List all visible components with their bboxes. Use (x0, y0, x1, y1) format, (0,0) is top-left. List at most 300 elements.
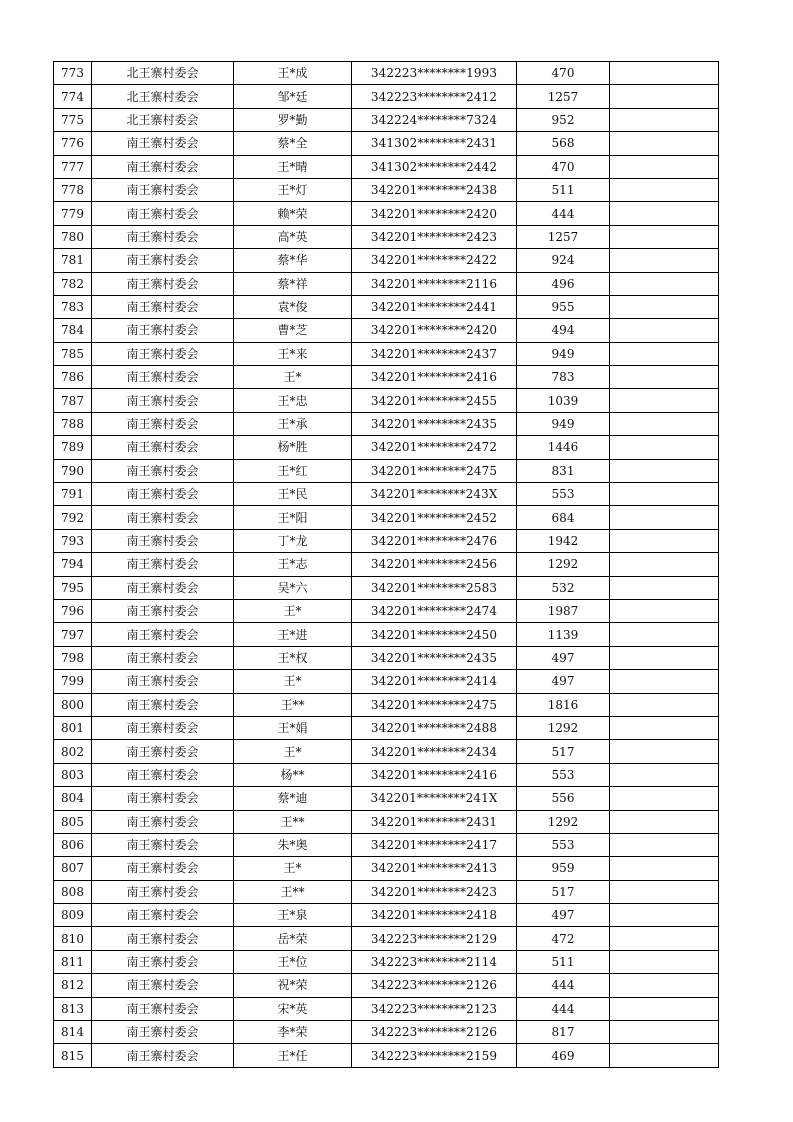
table-row (54, 319, 719, 342)
note-cell (610, 459, 719, 482)
village-committee-cell: 南王寨村委会 (92, 646, 234, 669)
village-committee-cell: 南王寨村委会 (92, 225, 234, 248)
table-row (54, 623, 719, 646)
table-row (54, 740, 719, 763)
amount-cell: 1039 (517, 389, 610, 412)
amount-cell: 472 (517, 927, 610, 950)
person-name-cell: 李*荣 (234, 1021, 352, 1044)
amount-cell: 553 (517, 483, 610, 506)
row-number-cell: 796 (54, 599, 92, 622)
note-cell (610, 272, 719, 295)
row-number-cell: 783 (54, 295, 92, 318)
person-name-cell: 王** (234, 880, 352, 903)
note-cell (610, 950, 719, 973)
table-row (54, 459, 719, 482)
person-name-cell: 王* (234, 857, 352, 880)
id-number-cell: 342201********2437 (352, 342, 517, 365)
table-row (54, 295, 719, 318)
table-row (54, 1044, 719, 1067)
amount-cell: 444 (517, 997, 610, 1020)
person-name-cell: 王*阳 (234, 506, 352, 529)
person-name-cell: 王*忠 (234, 389, 352, 412)
table-row (54, 225, 719, 248)
village-committee-cell: 南王寨村委会 (92, 1044, 234, 1067)
note-cell (610, 85, 719, 108)
table-row (54, 787, 719, 810)
person-name-cell: 王*泉 (234, 904, 352, 927)
table-row (54, 553, 719, 576)
amount-cell: 952 (517, 108, 610, 131)
note-cell (610, 202, 719, 225)
note-cell (610, 740, 719, 763)
note-cell (610, 1021, 719, 1044)
row-number-cell: 792 (54, 506, 92, 529)
id-number-cell: 342201********2417 (352, 833, 517, 856)
person-name-cell: 王*灯 (234, 178, 352, 201)
id-number-cell: 342201********2416 (352, 366, 517, 389)
village-committee-cell: 南王寨村委会 (92, 716, 234, 739)
id-number-cell: 342201********243X (352, 483, 517, 506)
village-committee-cell: 南王寨村委会 (92, 857, 234, 880)
row-number-cell: 775 (54, 108, 92, 131)
id-number-cell: 342201********2452 (352, 506, 517, 529)
village-committee-cell: 南王寨村委会 (92, 693, 234, 716)
village-committee-cell: 南王寨村委会 (92, 155, 234, 178)
person-name-cell: 祝*荣 (234, 974, 352, 997)
row-number-cell: 797 (54, 623, 92, 646)
person-name-cell: 宋*英 (234, 997, 352, 1020)
table-row (54, 62, 719, 85)
id-number-cell: 342201********2418 (352, 904, 517, 927)
id-number-cell: 342201********2450 (352, 623, 517, 646)
person-name-cell: 王* (234, 599, 352, 622)
note-cell (610, 904, 719, 927)
row-number-cell: 807 (54, 857, 92, 880)
note-cell (610, 763, 719, 786)
id-number-cell: 342223********2126 (352, 974, 517, 997)
amount-cell: 553 (517, 833, 610, 856)
person-name-cell: 王** (234, 693, 352, 716)
row-number-cell: 782 (54, 272, 92, 295)
row-number-cell: 781 (54, 249, 92, 272)
note-cell (610, 132, 719, 155)
note-cell (610, 787, 719, 810)
village-committee-cell: 北王寨村委会 (92, 85, 234, 108)
person-name-cell: 蔡*迪 (234, 787, 352, 810)
id-number-cell: 342201********2435 (352, 412, 517, 435)
village-committee-cell: 南王寨村委会 (92, 249, 234, 272)
village-committee-cell: 南王寨村委会 (92, 132, 234, 155)
id-number-cell: 342201********2455 (352, 389, 517, 412)
note-cell (610, 436, 719, 459)
id-number-cell: 342201********2422 (352, 249, 517, 272)
id-number-cell: 342201********2431 (352, 810, 517, 833)
person-name-cell: 王* (234, 366, 352, 389)
id-number-cell: 342201********2435 (352, 646, 517, 669)
table-row (54, 693, 719, 716)
note-cell (610, 693, 719, 716)
id-number-cell: 342201********2475 (352, 693, 517, 716)
id-number-cell: 342223********2123 (352, 997, 517, 1020)
village-committee-cell: 南王寨村委会 (92, 272, 234, 295)
id-number-cell: 342201********2423 (352, 880, 517, 903)
village-committee-cell: 南王寨村委会 (92, 436, 234, 459)
row-number-cell: 814 (54, 1021, 92, 1044)
row-number-cell: 810 (54, 927, 92, 950)
amount-cell: 532 (517, 576, 610, 599)
id-number-cell: 342201********2476 (352, 529, 517, 552)
table-row (54, 436, 719, 459)
table-row (54, 389, 719, 412)
note-cell (610, 62, 719, 85)
id-number-cell: 342223********2159 (352, 1044, 517, 1067)
row-number-cell: 813 (54, 997, 92, 1020)
village-committee-cell: 南王寨村委会 (92, 459, 234, 482)
table-row (54, 997, 719, 1020)
note-cell (610, 155, 719, 178)
row-number-cell: 773 (54, 62, 92, 85)
amount-cell: 497 (517, 904, 610, 927)
table-row (54, 529, 719, 552)
id-number-cell: 342201********2475 (352, 459, 517, 482)
row-number-cell: 812 (54, 974, 92, 997)
amount-cell: 1987 (517, 599, 610, 622)
person-name-cell: 王*晴 (234, 155, 352, 178)
table-row (54, 483, 719, 506)
village-committee-cell: 南王寨村委会 (92, 787, 234, 810)
row-number-cell: 788 (54, 412, 92, 435)
row-number-cell: 795 (54, 576, 92, 599)
records-table (53, 61, 719, 1068)
village-committee-cell: 南王寨村委会 (92, 670, 234, 693)
id-number-cell: 342223********2412 (352, 85, 517, 108)
village-committee-cell: 南王寨村委会 (92, 342, 234, 365)
row-number-cell: 811 (54, 950, 92, 973)
amount-cell: 444 (517, 202, 610, 225)
person-name-cell: 蔡*华 (234, 249, 352, 272)
amount-cell: 470 (517, 62, 610, 85)
table-row (54, 272, 719, 295)
person-name-cell: 王*任 (234, 1044, 352, 1067)
amount-cell: 494 (517, 319, 610, 342)
table-row (54, 716, 719, 739)
village-committee-cell: 南王寨村委会 (92, 295, 234, 318)
note-cell (610, 506, 719, 529)
amount-cell: 959 (517, 857, 610, 880)
village-committee-cell: 南王寨村委会 (92, 927, 234, 950)
note-cell (610, 529, 719, 552)
table-row (54, 670, 719, 693)
village-committee-cell: 南王寨村委会 (92, 178, 234, 201)
id-number-cell: 342223********1993 (352, 62, 517, 85)
person-name-cell: 蔡*全 (234, 132, 352, 155)
table-row (54, 155, 719, 178)
village-committee-cell: 南王寨村委会 (92, 319, 234, 342)
note-cell (610, 178, 719, 201)
id-number-cell: 342223********2129 (352, 927, 517, 950)
row-number-cell: 801 (54, 716, 92, 739)
note-cell (610, 249, 719, 272)
person-name-cell: 曹*芝 (234, 319, 352, 342)
note-cell (610, 716, 719, 739)
note-cell (610, 927, 719, 950)
table-row (54, 646, 719, 669)
row-number-cell: 809 (54, 904, 92, 927)
id-number-cell: 342201********2438 (352, 178, 517, 201)
note-cell (610, 366, 719, 389)
note-cell (610, 623, 719, 646)
person-name-cell: 高*英 (234, 225, 352, 248)
note-cell (610, 225, 719, 248)
note-cell (610, 389, 719, 412)
table-row (54, 904, 719, 927)
table-row (54, 132, 719, 155)
id-number-cell: 341302********2431 (352, 132, 517, 155)
person-name-cell: 王*进 (234, 623, 352, 646)
row-number-cell: 776 (54, 132, 92, 155)
id-number-cell: 342201********2434 (352, 740, 517, 763)
person-name-cell: 吴*六 (234, 576, 352, 599)
table-row (54, 833, 719, 856)
note-cell (610, 553, 719, 576)
table-row (54, 763, 719, 786)
amount-cell: 444 (517, 974, 610, 997)
village-committee-cell: 南王寨村委会 (92, 483, 234, 506)
id-number-cell: 342201********2413 (352, 857, 517, 880)
row-number-cell: 806 (54, 833, 92, 856)
table-row (54, 1021, 719, 1044)
table-row (54, 342, 719, 365)
row-number-cell: 800 (54, 693, 92, 716)
id-number-cell: 342201********2583 (352, 576, 517, 599)
village-committee-cell: 南王寨村委会 (92, 810, 234, 833)
village-committee-cell: 南王寨村委会 (92, 997, 234, 1020)
note-cell (610, 483, 719, 506)
village-committee-cell: 南王寨村委会 (92, 506, 234, 529)
village-committee-cell: 南王寨村委会 (92, 833, 234, 856)
row-number-cell: 815 (54, 1044, 92, 1067)
amount-cell: 1292 (517, 810, 610, 833)
note-cell (610, 1044, 719, 1067)
village-committee-cell: 南王寨村委会 (92, 412, 234, 435)
table-row (54, 366, 719, 389)
amount-cell: 684 (517, 506, 610, 529)
note-cell (610, 857, 719, 880)
amount-cell: 497 (517, 646, 610, 669)
row-number-cell: 805 (54, 810, 92, 833)
person-name-cell: 王*志 (234, 553, 352, 576)
id-number-cell: 342201********2116 (352, 272, 517, 295)
table-row (54, 249, 719, 272)
person-name-cell: 王*权 (234, 646, 352, 669)
amount-cell: 511 (517, 178, 610, 201)
person-name-cell: 岳*荣 (234, 927, 352, 950)
village-committee-cell: 南王寨村委会 (92, 950, 234, 973)
note-cell (610, 576, 719, 599)
person-name-cell: 杨** (234, 763, 352, 786)
id-number-cell: 342201********2414 (352, 670, 517, 693)
row-number-cell: 789 (54, 436, 92, 459)
table-row (54, 506, 719, 529)
table-row (54, 202, 719, 225)
note-cell (610, 295, 719, 318)
amount-cell: 783 (517, 366, 610, 389)
row-number-cell: 787 (54, 389, 92, 412)
person-name-cell: 丁*龙 (234, 529, 352, 552)
person-name-cell: 王*成 (234, 62, 352, 85)
amount-cell: 511 (517, 950, 610, 973)
id-number-cell: 342223********2126 (352, 1021, 517, 1044)
note-cell (610, 319, 719, 342)
id-number-cell: 342224********7324 (352, 108, 517, 131)
village-committee-cell: 南王寨村委会 (92, 576, 234, 599)
row-number-cell: 778 (54, 178, 92, 201)
amount-cell: 517 (517, 880, 610, 903)
person-name-cell: 王*娟 (234, 716, 352, 739)
note-cell (610, 342, 719, 365)
row-number-cell: 779 (54, 202, 92, 225)
id-number-cell: 342201********2472 (352, 436, 517, 459)
amount-cell: 517 (517, 740, 610, 763)
person-name-cell: 杨*胜 (234, 436, 352, 459)
table-row (54, 974, 719, 997)
amount-cell: 949 (517, 412, 610, 435)
note-cell (610, 810, 719, 833)
table-row (54, 599, 719, 622)
id-number-cell: 342201********2488 (352, 716, 517, 739)
note-cell (610, 599, 719, 622)
village-committee-cell: 南王寨村委会 (92, 974, 234, 997)
amount-cell: 949 (517, 342, 610, 365)
row-number-cell: 803 (54, 763, 92, 786)
row-number-cell: 793 (54, 529, 92, 552)
row-number-cell: 794 (54, 553, 92, 576)
village-committee-cell: 南王寨村委会 (92, 1021, 234, 1044)
village-committee-cell: 南王寨村委会 (92, 366, 234, 389)
village-committee-cell: 南王寨村委会 (92, 623, 234, 646)
amount-cell: 1942 (517, 529, 610, 552)
note-cell (610, 646, 719, 669)
person-name-cell: 邹*廷 (234, 85, 352, 108)
id-number-cell: 342201********2456 (352, 553, 517, 576)
person-name-cell: 朱*奥 (234, 833, 352, 856)
person-name-cell: 赖*荣 (234, 202, 352, 225)
note-cell (610, 412, 719, 435)
row-number-cell: 774 (54, 85, 92, 108)
amount-cell: 497 (517, 670, 610, 693)
note-cell (610, 670, 719, 693)
id-number-cell: 341302********2442 (352, 155, 517, 178)
table-row (54, 810, 719, 833)
village-committee-cell: 南王寨村委会 (92, 202, 234, 225)
village-committee-cell: 南王寨村委会 (92, 389, 234, 412)
note-cell (610, 997, 719, 1020)
row-number-cell: 784 (54, 319, 92, 342)
table-row (54, 950, 719, 973)
amount-cell: 1816 (517, 693, 610, 716)
person-name-cell: 王** (234, 810, 352, 833)
note-cell (610, 833, 719, 856)
id-number-cell: 342201********2474 (352, 599, 517, 622)
amount-cell: 553 (517, 763, 610, 786)
village-committee-cell: 南王寨村委会 (92, 880, 234, 903)
person-name-cell: 王*位 (234, 950, 352, 973)
amount-cell: 1292 (517, 553, 610, 576)
village-committee-cell: 北王寨村委会 (92, 108, 234, 131)
row-number-cell: 808 (54, 880, 92, 903)
amount-cell: 568 (517, 132, 610, 155)
id-number-cell: 342201********2441 (352, 295, 517, 318)
village-committee-cell: 北王寨村委会 (92, 62, 234, 85)
amount-cell: 470 (517, 155, 610, 178)
table-row (54, 85, 719, 108)
row-number-cell: 802 (54, 740, 92, 763)
row-number-cell: 804 (54, 787, 92, 810)
id-number-cell: 342201********2420 (352, 319, 517, 342)
amount-cell: 556 (517, 787, 610, 810)
row-number-cell: 777 (54, 155, 92, 178)
row-number-cell: 799 (54, 670, 92, 693)
amount-cell: 955 (517, 295, 610, 318)
row-number-cell: 791 (54, 483, 92, 506)
note-cell (610, 880, 719, 903)
row-number-cell: 785 (54, 342, 92, 365)
table-row (54, 857, 719, 880)
table-row (54, 880, 719, 903)
row-number-cell: 786 (54, 366, 92, 389)
amount-cell: 1257 (517, 225, 610, 248)
id-number-cell: 342201********2420 (352, 202, 517, 225)
table-row (54, 412, 719, 435)
village-committee-cell: 南王寨村委会 (92, 904, 234, 927)
amount-cell: 1446 (517, 436, 610, 459)
person-name-cell: 罗*勤 (234, 108, 352, 131)
person-name-cell: 袁*俊 (234, 295, 352, 318)
person-name-cell: 王*承 (234, 412, 352, 435)
id-number-cell: 342201********241X (352, 787, 517, 810)
id-number-cell: 342201********2423 (352, 225, 517, 248)
table-row (54, 927, 719, 950)
amount-cell: 831 (517, 459, 610, 482)
amount-cell: 1292 (517, 716, 610, 739)
village-committee-cell: 南王寨村委会 (92, 529, 234, 552)
amount-cell: 1257 (517, 85, 610, 108)
table-row (54, 178, 719, 201)
row-number-cell: 780 (54, 225, 92, 248)
village-committee-cell: 南王寨村委会 (92, 599, 234, 622)
note-cell (610, 974, 719, 997)
person-name-cell: 王* (234, 740, 352, 763)
amount-cell: 469 (517, 1044, 610, 1067)
person-name-cell: 王*红 (234, 459, 352, 482)
table-row (54, 576, 719, 599)
amount-cell: 924 (517, 249, 610, 272)
person-name-cell: 王* (234, 670, 352, 693)
note-cell (610, 108, 719, 131)
amount-cell: 1139 (517, 623, 610, 646)
person-name-cell: 蔡*祥 (234, 272, 352, 295)
records-table-body (54, 62, 719, 1068)
row-number-cell: 790 (54, 459, 92, 482)
person-name-cell: 王*来 (234, 342, 352, 365)
person-name-cell: 王*民 (234, 483, 352, 506)
village-committee-cell: 南王寨村委会 (92, 740, 234, 763)
village-committee-cell: 南王寨村委会 (92, 553, 234, 576)
id-number-cell: 342201********2416 (352, 763, 517, 786)
village-committee-cell: 南王寨村委会 (92, 763, 234, 786)
amount-cell: 496 (517, 272, 610, 295)
id-number-cell: 342223********2114 (352, 950, 517, 973)
